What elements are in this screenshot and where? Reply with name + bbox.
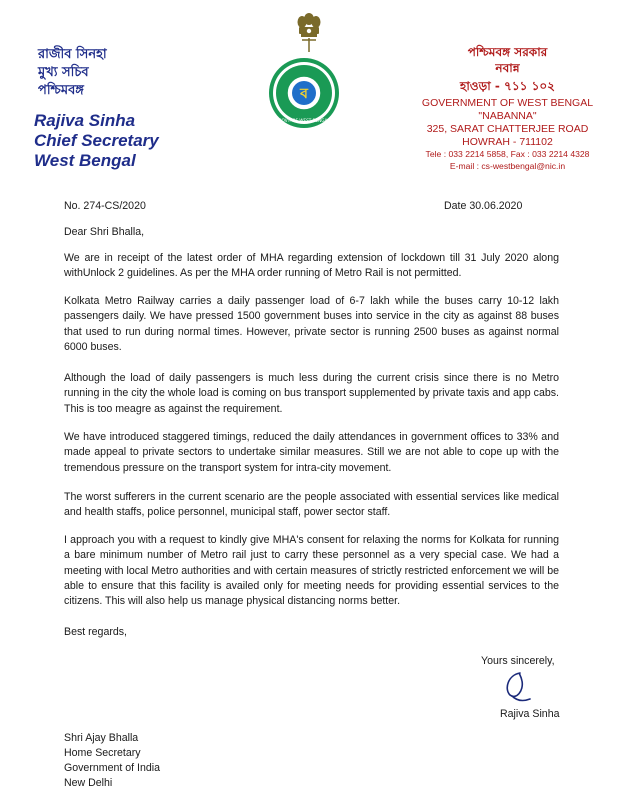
signature xyxy=(498,669,538,705)
seal-letter: ব xyxy=(300,86,308,102)
state-english: West Bengal xyxy=(34,151,136,170)
recipient-city: New Delhi xyxy=(64,777,113,789)
nabanna-english: "NABANNA" xyxy=(478,110,537,122)
email: E-mail : cs-westbengal@nic.in xyxy=(449,161,566,171)
paragraph: The worst sufferers in the current scenario are the people associated with essential services like medical and health staffs, police personnel, municipal staff, power sector staff. xyxy=(64,491,559,519)
title-bengali: মুখ্য সচিব xyxy=(38,65,89,80)
address-line-2: HOWRAH - 711102 xyxy=(462,136,553,148)
paragraph: We have introduced staggered timings, reduced the daily attendances in government offices to 33% and made appeal to private sectors to undertake similar measures. Still we are not able to cope up with the tremendous pressure on the transport system for intra-city movement. xyxy=(64,431,559,474)
signatory-name: Rajiva Sinha xyxy=(500,708,560,720)
salutation: Dear Shri Bhalla, xyxy=(64,226,145,238)
state-bengali: পশ্চিমবঙ্গ xyxy=(38,83,84,98)
paragraph: I approach you with a request to kindly give MHA's consent for relaxing the norms for Kolkata for running a bare minimum number of Metro rail just to carry these personnel as a very special case. We had a meeting with local Metro authorities and with certain measures of strictly restricted enforcement we will be able to ensure that this facility is availed only for meeting needs for providing essential services to the citizens. This will also help us manage physical distancing norms better. xyxy=(64,534,559,608)
recipient-org: Government of India xyxy=(64,762,160,774)
name-english: Rajiva Sinha xyxy=(34,111,136,130)
paragraph: Although the load of daily passengers is much less during the current crisis since there is no Metro running in the city the whole load is coming on bus transport supplemented by private taxis and app cabs. This is too meagre as against the requirement. xyxy=(64,372,559,415)
recipient-name: Shri Ajay Bhalla xyxy=(64,732,139,744)
govt-english: GOVERNMENT OF WEST BENGAL xyxy=(421,97,594,109)
telephone-fax: Tele : 033 2214 5858, Fax : 033 2214 4328 xyxy=(425,149,590,159)
title-english: Chief Secretary xyxy=(34,131,159,150)
seal-ring-text: GOVT. OF WEST BENGAL xyxy=(278,118,330,123)
govt-bengali: পশ্চিমবঙ্গ সরকার xyxy=(467,45,548,59)
reference-number: No. 274-CS/2020 xyxy=(64,200,146,212)
letter-date: Date 30.06.2020 xyxy=(444,200,523,212)
sign-off: Yours sincerely, xyxy=(481,655,555,667)
paragraph: Kolkata Metro Railway carries a daily passenger load of 6-7 lakh while the buses carry 10-12 lakh passengers daily. We have pressed 1500 government buses into service in the city as against 88 buses that used to run during normal times. However, private sector is running 2500 buses as against normal 6000 buses. xyxy=(64,295,559,353)
recipient-title: Home Secretary xyxy=(64,747,141,759)
nabanna-bengali: নবান্ন xyxy=(495,61,520,75)
paragraph: We are in receipt of the latest order of MHA regarding extension of lockdown till 31 July 2020 along withUnlock 2 guidelines. As per the MHA order running of Metro Rail is not permitted. xyxy=(64,252,559,280)
name-bengali: রাজীব সিনহা xyxy=(38,47,107,62)
closing: Best regards, xyxy=(64,626,128,638)
address-bengali: হাওড়া - ৭১১ ১০২ xyxy=(460,79,555,93)
state-seal-icon xyxy=(267,56,341,130)
national-emblem-icon xyxy=(293,10,325,58)
address-line-1: 325, SARAT CHATTERJEE ROAD xyxy=(426,123,589,135)
